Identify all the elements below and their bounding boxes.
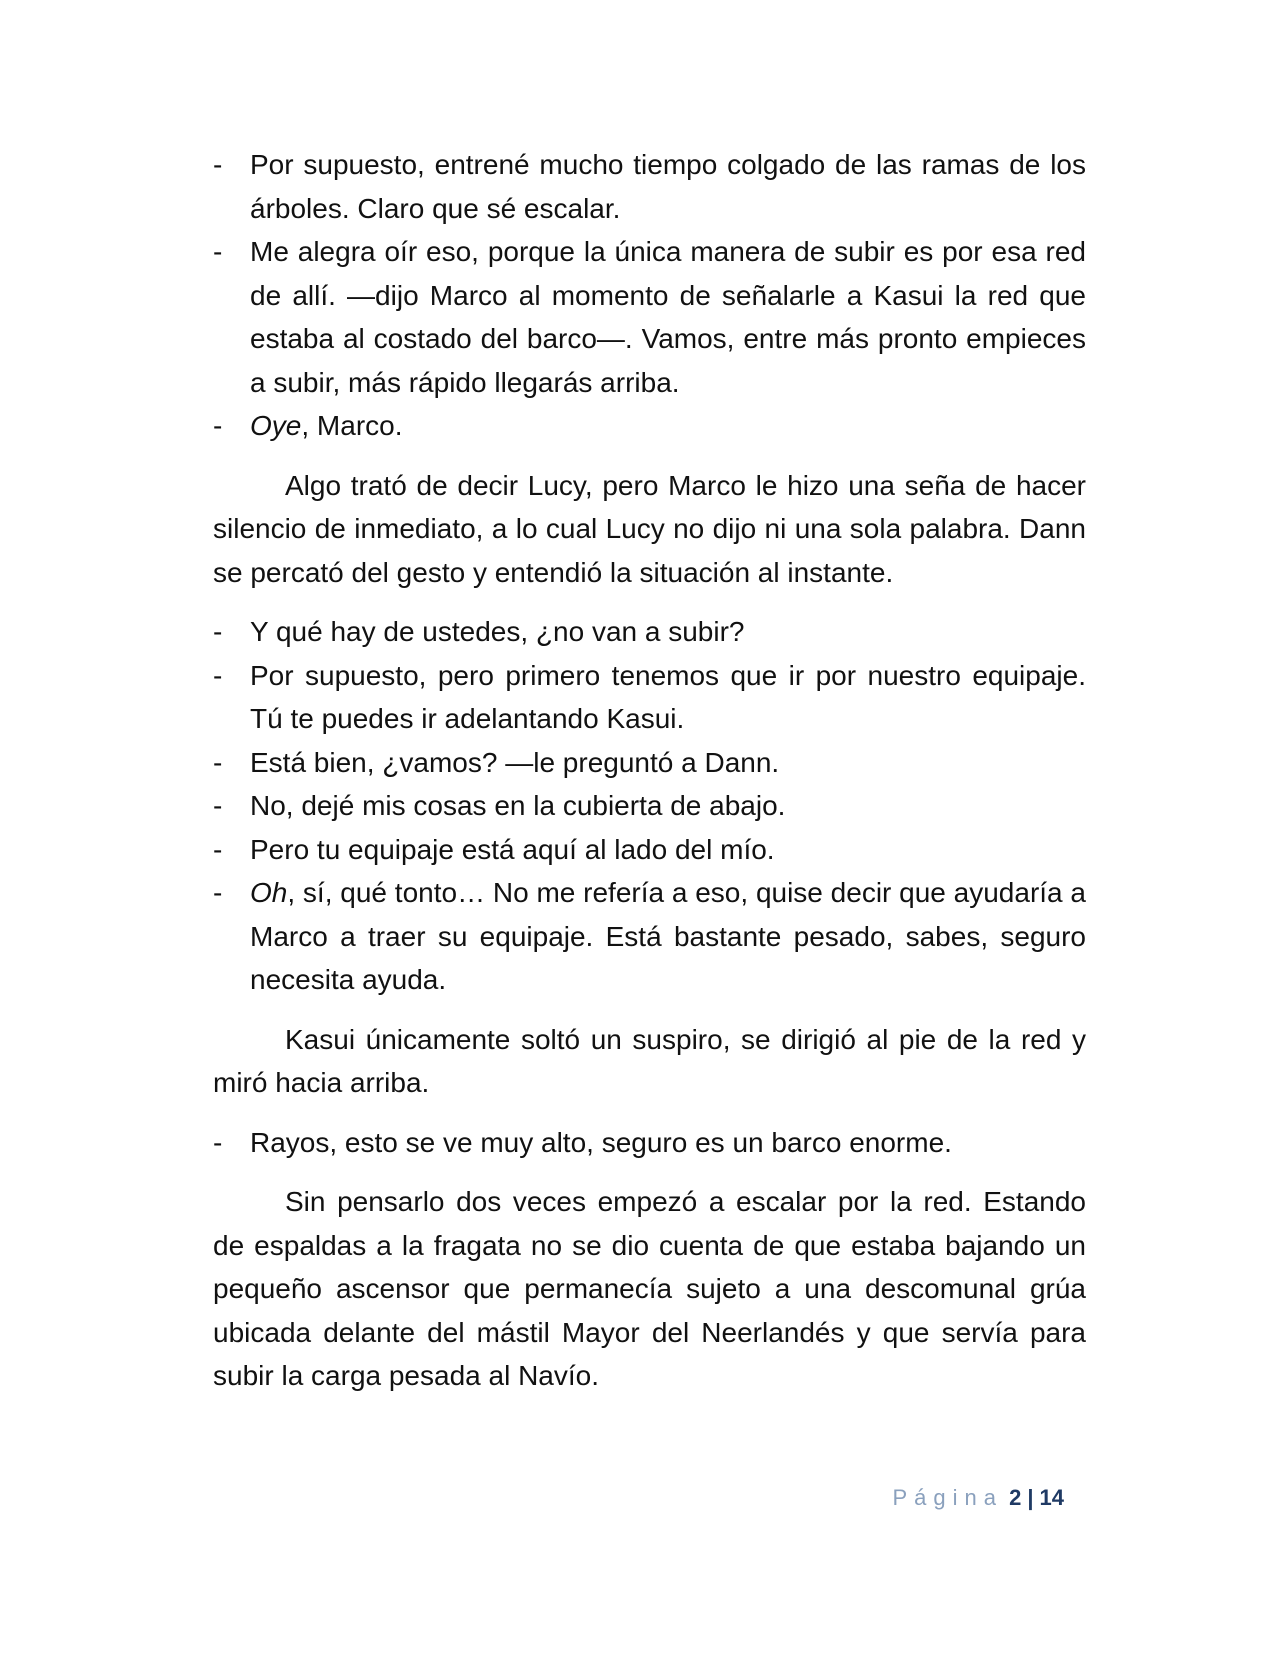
dialogue-line (213, 741, 1086, 785)
dialogue-text: Rayos, esto se ve muy alto, seguro es un barco enorme. (250, 1126, 952, 1158)
dialogue-emphasis: Oh (250, 877, 288, 908)
dialogue-line (213, 828, 1086, 872)
dialogue-line (213, 871, 1086, 1002)
dialogue-line (213, 230, 1086, 404)
dialogue-line (213, 654, 1086, 741)
spacer (213, 1164, 1086, 1180)
dialogue-line (213, 610, 1086, 654)
dialogue-dash: - (213, 833, 223, 865)
dialogue-text (250, 871, 1086, 1002)
footer-separator: | (1027, 1485, 1034, 1510)
spacer (213, 594, 1086, 610)
document-page (213, 143, 1086, 1398)
dialogue-line (213, 404, 1086, 448)
spacer (213, 1105, 1086, 1121)
dialogue-rest: , sí, qué tonto… No me refería a eso, quise decir que ayudaría a Marco a traer su equipaje. Está bastante pesado, sabes, seguro necesita ayuda. (250, 877, 1086, 995)
dialogue-text: Pero tu equipaje está aquí al lado del mío. (250, 833, 775, 865)
dialogue-dash: - (213, 877, 223, 908)
dialogue-text (250, 404, 1086, 448)
narrative-paragraph: Kasui únicamente soltó un suspiro, se dirigió al pie de la red y miró hacia arriba. (213, 1023, 1086, 1098)
dialogue-dash: - (213, 659, 223, 691)
narrative-paragraph: Sin pensarlo dos veces empezó a escalar por la red. Estando de espaldas a la fragata no se dio cuenta de que estaba bajando un pequeño ascensor que permanecía sujeto a una descomunal grúa ubicada delante del mástil Mayor del Neerlandés y que servía para subir la carga pesada al Navío. (213, 1186, 1086, 1391)
spacer (213, 1002, 1086, 1018)
dialogue-text: Me alegra oír eso, porque la única manera de subir es por esa red de allí. —dijo Marco al momento de señalarle a Kasui la red que estaba al costado del barco—. Vamos, entre más pronto empieces a subir, más rápido llegarás arriba. (250, 236, 1086, 398)
dialogue-dash: - (213, 616, 223, 647)
dialogue-text: Por supuesto, pero primero tenemos que ir por nuestro equipaje. Tú te puedes ir adelantando Kasui. (250, 659, 1086, 734)
narrative-paragraph: Algo trató de decir Lucy, pero Marco le hizo una seña de hacer silencio de inmediato, a lo cual Lucy no dijo ni una sola palabra. Dann se percató del gesto y entendió la situación al instante. (213, 469, 1086, 588)
dialogue-dash: - (213, 410, 223, 441)
dialogue-text: No, dejé mis cosas en la cubierta de abajo. (250, 790, 786, 821)
dialogue-text: Está bien, ¿vamos? —le preguntó a Dann. (250, 746, 780, 778)
page-footer (0, 1484, 1064, 1512)
dialogue-line (213, 784, 1086, 828)
spacer (213, 448, 1086, 464)
dialogue-line (213, 143, 1086, 230)
footer-page-total: 14 (1039, 1485, 1064, 1510)
dialogue-dash: - (213, 236, 223, 267)
dialogue-rest: , Marco. (301, 410, 403, 441)
dialogue-dash: - (213, 149, 223, 180)
dialogue-emphasis: Oye (250, 410, 302, 441)
dialogue-dash: - (213, 790, 223, 821)
dialogue-line (213, 1121, 1086, 1165)
dialogue-dash: - (213, 746, 223, 778)
footer-page-label: Página (892, 1485, 1003, 1510)
dialogue-text: Y qué hay de ustedes, ¿no van a subir? (250, 616, 745, 647)
dialogue-dash: - (213, 1126, 223, 1158)
dialogue-text: Por supuesto, entrené mucho tiempo colgado de las ramas de los árboles. Claro que sé escalar. (250, 149, 1086, 224)
footer-page-number: 2 (1009, 1485, 1022, 1510)
